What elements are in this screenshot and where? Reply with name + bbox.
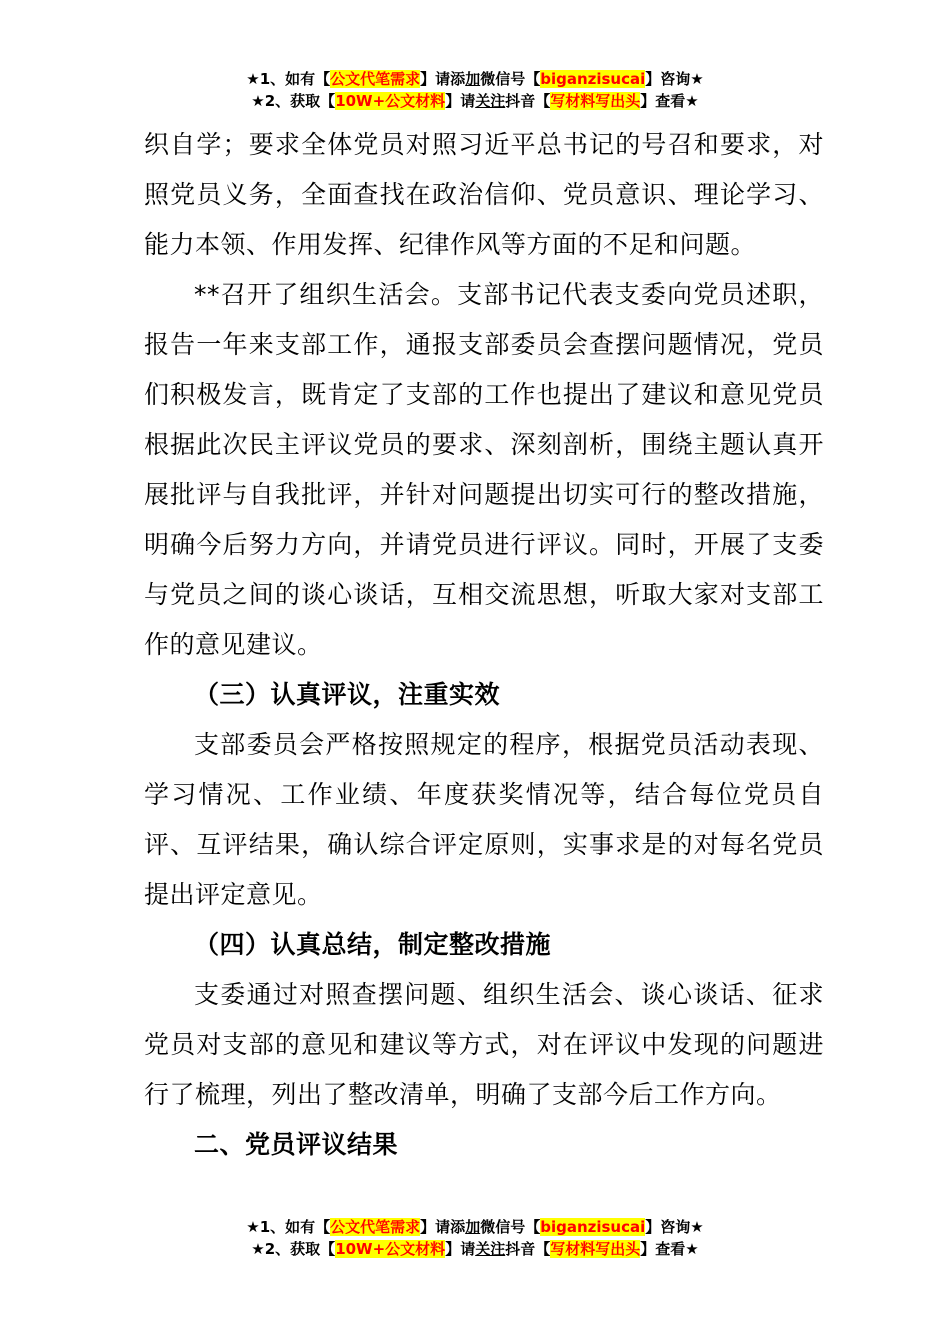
promo-highlight: 10W+公文材料 bbox=[335, 92, 446, 110]
promo-underlined: 加 bbox=[465, 1218, 481, 1236]
promo-line-1 bbox=[0, 1216, 950, 1238]
promo-underlined: 关注 bbox=[475, 92, 506, 110]
promo-text: 微信号【 bbox=[480, 1218, 541, 1236]
promo-line-1 bbox=[0, 68, 950, 90]
promo-text: 】咨询★ bbox=[645, 70, 704, 88]
promo-text: 微信号【 bbox=[480, 70, 541, 88]
promo-text: ★2、获取【 bbox=[251, 92, 336, 110]
promo-text: 抖音【 bbox=[505, 1240, 551, 1258]
promo-underlined: 关注 bbox=[475, 1240, 506, 1258]
promo-text: ★1、如有【 bbox=[246, 70, 331, 88]
promo-text: 】查看★ bbox=[640, 1240, 699, 1258]
promo-text: ★1、如有【 bbox=[246, 1218, 331, 1236]
section-heading: （三）认真评议，注重实效 bbox=[194, 680, 501, 709]
promo-highlight: 公文代笔需求 bbox=[330, 70, 421, 88]
promo-highlight: 写材料写出头 bbox=[550, 1240, 641, 1258]
promo-text: 】请添 bbox=[420, 70, 466, 88]
promo-text: 】请 bbox=[445, 92, 476, 110]
promo-underlined: 加 bbox=[465, 70, 481, 88]
promo-highlight: biganzisucai bbox=[540, 70, 646, 88]
promo-text: ★2、获取【 bbox=[251, 1240, 336, 1258]
body-paragraph: 支委通过对照查摆问题、组织生活会、谈心谈话、征求党员对支部的意见和建议等方式，对在评议中发现的问题进行了梳理，列出了整改清单，明确了支部今后工作方向。 bbox=[144, 980, 824, 1109]
footer-promo-banner bbox=[0, 1216, 950, 1260]
promo-text: 】请添 bbox=[420, 1218, 466, 1236]
promo-line-2 bbox=[0, 90, 950, 112]
body-paragraph: **召开了组织生活会。支部书记代表支委向党员述职，报告一年来支部工作，通报支部委员会查摆问题情况，党员们积极发言，既肯定了支部的工作也提出了建议和意见党员根据此次民主评议党员的要求、深刻剖析，围绕主题认真开展批评与自我批评，并针对问题提出切实可行的整改措施，明确今后努力方向，并请党员进行评议。同时，开展了支委与党员之间的谈心谈话，互相交流思想，听取大家对支部工作的意见建议。 bbox=[144, 280, 824, 659]
body-paragraph: 支部委员会严格按照规定的程序，根据党员活动表现、学习情况、工作业绩、年度获奖情况等，结合每位党员自评、互评结果，确认综合评定原则，实事求是的对每名党员提出评定意见。 bbox=[144, 730, 824, 909]
promo-highlight: 写材料写出头 bbox=[550, 92, 641, 110]
body-paragraph: 织自学；要求全体党员对照习近平总书记的号召和要求，对照党员义务，全面查找在政治信仰、党员意识、理论学习、能力本领、作用发挥、纪律作风等方面的不足和问题。 bbox=[144, 130, 824, 259]
promo-text: 】请 bbox=[445, 1240, 476, 1258]
promo-line-2 bbox=[0, 1238, 950, 1260]
section-heading: （四）认真总结，制定整改措施 bbox=[194, 930, 552, 959]
promo-highlight: 公文代笔需求 bbox=[330, 1218, 421, 1236]
chapter-heading: 二、党员评议结果 bbox=[194, 1130, 399, 1159]
promo-text: 】查看★ bbox=[640, 92, 699, 110]
promo-highlight: 10W+公文材料 bbox=[335, 1240, 446, 1258]
header-promo-banner bbox=[0, 68, 950, 112]
promo-highlight: biganzisucai bbox=[540, 1218, 646, 1236]
promo-text: 抖音【 bbox=[505, 92, 551, 110]
promo-text: 】咨询★ bbox=[645, 1218, 704, 1236]
document-body bbox=[144, 120, 824, 1170]
